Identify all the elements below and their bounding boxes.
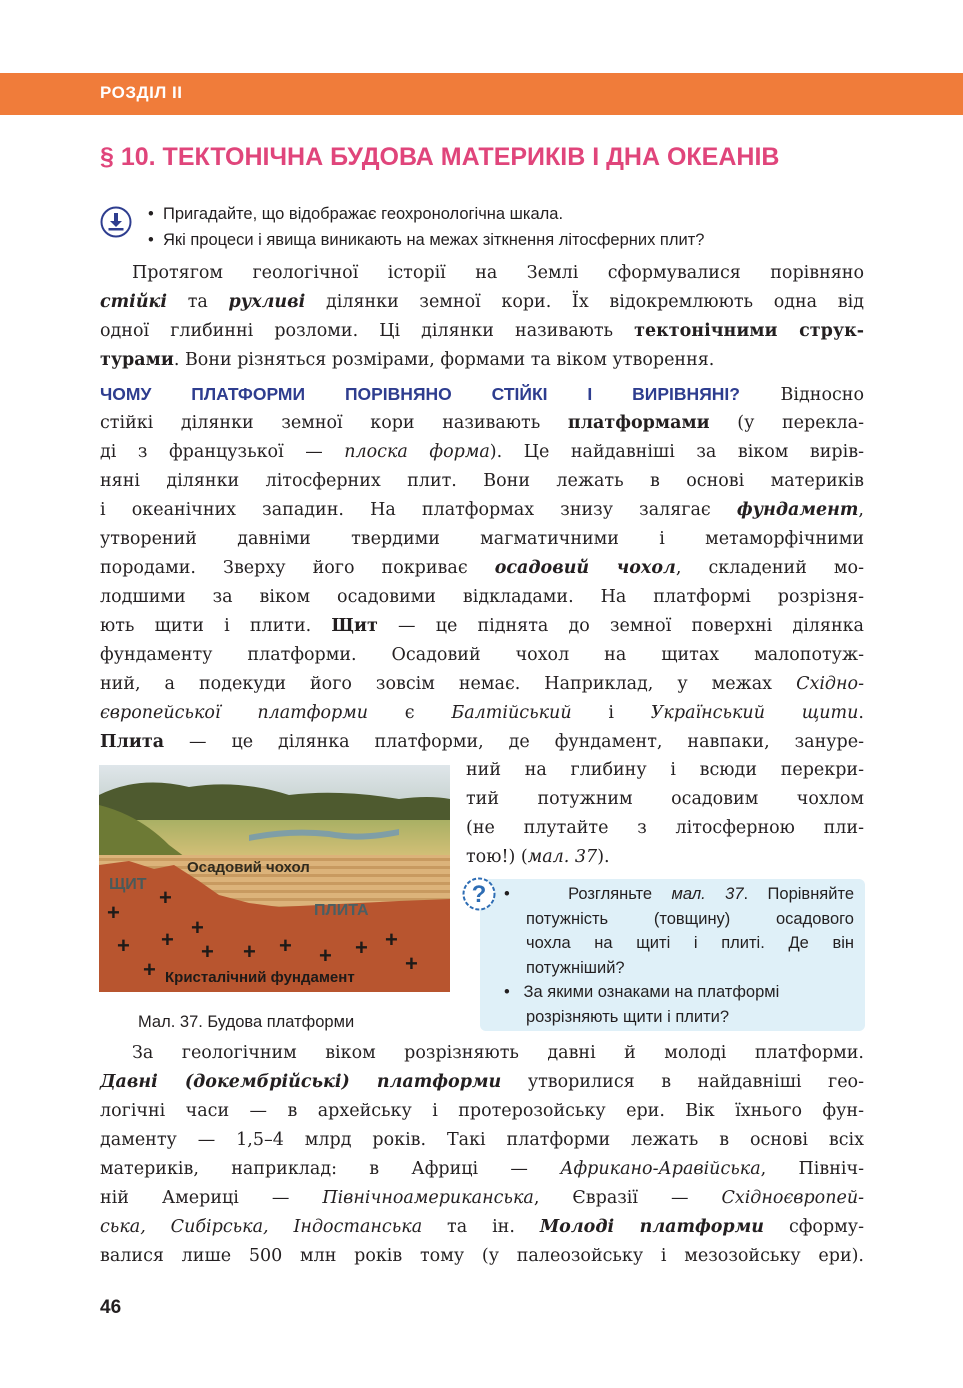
- page-number: 46: [100, 1297, 122, 1318]
- svg-text:+: +: [405, 951, 418, 976]
- section-band: [0, 73, 963, 115]
- svg-text:+: +: [191, 915, 204, 940]
- recall-list: [148, 201, 704, 253]
- svg-text:+: +: [355, 935, 368, 960]
- figure-label-plate: ПЛИТА: [314, 902, 369, 919]
- svg-text:+: +: [107, 900, 120, 925]
- svg-text:+: +: [319, 943, 332, 968]
- svg-text:?: ?: [471, 881, 487, 908]
- section-label: РОЗДІЛ ІІ: [100, 83, 183, 102]
- svg-text:+: +: [279, 933, 292, 958]
- figure-label-basement: Кристалічний фундамент: [165, 969, 355, 986]
- age-paragraph: За геологічним віком розрізняють давні й молоді платформи. Давні (докембрійські) платформи утворилися в найдавніші гео- логічні часи — в архейську і протерозойську ери. Вік їхнього фун- даменту — 1,5–4 млрд років. Такі платформи лежать в основі всіх материків, наприклад: в Африці — Африкано-Аравійська, Північ- ній Америці — Північноамериканська, Євразії — Східноєвропей- ська, Сибірська, Індостанська та ін. Молоді платформи сформу- валися лише 500 млн років тому (у палеозойську і мезозойську ери).: [100, 1043, 865, 1266]
- platform-structure-figure: [99, 765, 450, 992]
- svg-text:+: +: [143, 957, 156, 982]
- download-icon: [100, 206, 132, 238]
- figure-label-sediment: Осадовий чохол: [187, 859, 310, 876]
- question-item: • Розгляньте мал. 37. Порівняйте: [504, 885, 855, 903]
- question-list: • Розгляньте мал. 37. Порівняйте потужність (товщину) осадового чохла на щиті і плиті. Де він потужніший? • За якими ознаками на платформі розрізняють щити і плити?: [504, 882, 854, 1029]
- svg-text:+: +: [117, 933, 130, 958]
- svg-text:+: +: [243, 939, 256, 964]
- figure-label-shield: ЩИТ: [109, 876, 147, 893]
- svg-text:+: +: [161, 927, 174, 952]
- recall-item: • Пригадайте, що відображає геохронологічна шкала.: [148, 205, 564, 223]
- platforms-paragraph-wrap: ний на глибину і всюди перекри- тий потужним осадовим чохлом (не плутайте з літосферною пли- тою!) (мал. 37).: [466, 760, 864, 867]
- svg-text:+: +: [385, 927, 398, 952]
- svg-text:+: +: [201, 939, 214, 964]
- page-title: § 10. ТЕКТОНІЧНА БУДОВА МАТЕРИКІВ І ДНА ОКЕАНІВ: [100, 143, 780, 171]
- intro-paragraph: Протягом геологічної історії на Землі сформувалися порівняно стійкі та рухливі ділянки земної кори. Їх відокремлюють одна від одної глибинні розломи. Ці ділянки називають тектонічними струк- турами. Вони різняться розмірами, формами та віком утворення.: [100, 263, 864, 370]
- platforms-paragraph: ЧОМУ ПЛАТФОРМИ ПОРІВНЯНО СТІЙКІ І ВИРІВНЯНІ? Відносно стійкі ділянки земної кори називають платформами (у перекла- ді з французької — плоска форма). Це найдавніші за віком вирів- няні ділянки літосферних плит. Вони лежать в основі материків і океанічних западин. На платформах знизу залягає фундамент, утворений давніми твердими магматичними і метаморфічними породами. Зверху його покриває осадовий чохол, складений мо- лодшими за віком осадовими відкладами. На платформі розрізня- ють щити і плити. Щит — це піднята до земної поверхні ділянка фундаменту платформи. Осадовий чохол на щитах малопотуж- ний, а подекуди його зовсім немає. Наприклад, у межах Східно- європейської платформи є Балтійський і Український щити. Плита — це ділянка платформи, де фундамент, навпаки, зануре-: [100, 384, 864, 752]
- section-heading: ЧОМУ ПЛАТФОРМИ ПОРІВНЯНО СТІЙКІ І ВИРІВНЯНІ?: [100, 384, 740, 404]
- svg-text:+: +: [159, 885, 172, 910]
- figure-caption: Мал. 37. Будова платформи: [138, 1013, 355, 1031]
- recall-item: • Які процеси і явища виникають на межах зіткнення літосферних плит?: [148, 231, 705, 249]
- question-item: • За якими ознаками на платформі: [504, 983, 780, 1001]
- question-icon: [462, 877, 496, 911]
